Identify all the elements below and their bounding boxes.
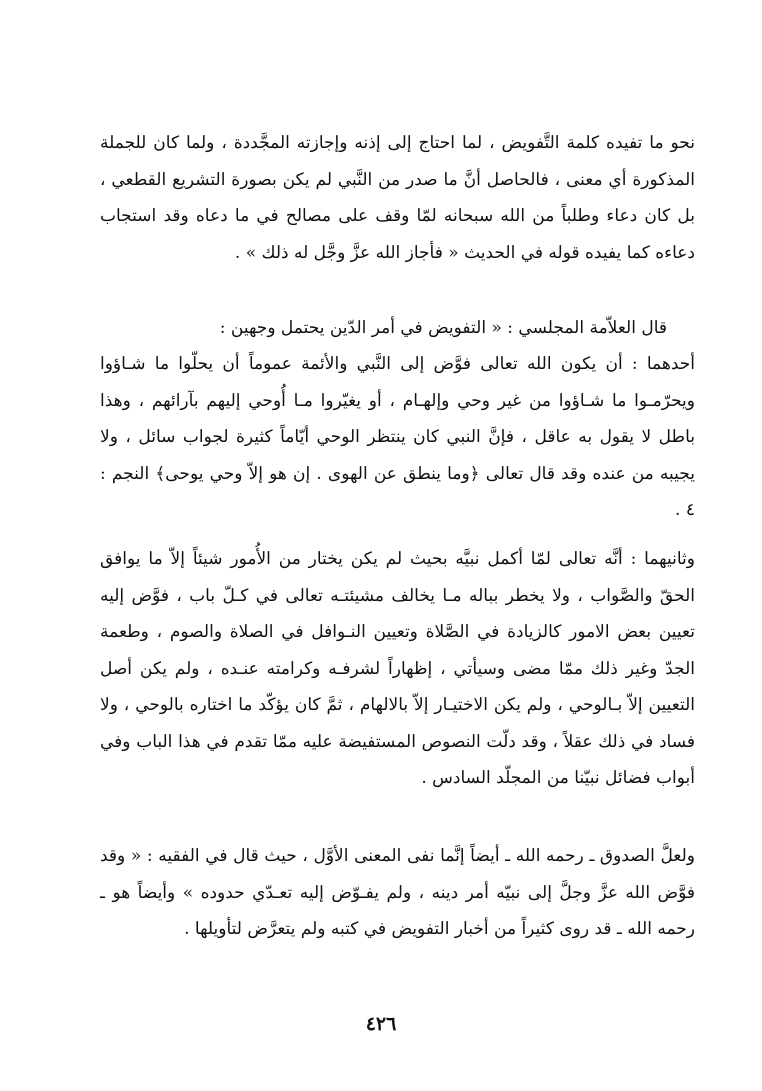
paragraph-1 (100, 125, 695, 271)
paragraph-1-text: نحو ما تفيده كلمة التَّفويض ، لما احتاج إلى إذنه وإجازته المجَّددة ، ولما كان للجملة المذكورة أي معنى ، فالحاصل أنَّ ما صدر من النَّبي لم يكن بصورة التشريع القطعي ، بل كان دعاء وطلباً من الله سبحانه لمّا وقف على مصالح في ما دعاه وقد استجاب دعاءه كما يفيده قوله في الحديث « فأجاز الله عزَّ وجَّل له ذلك » . (100, 133, 695, 263)
paragraph-2-heading (100, 310, 695, 347)
paragraph-4-text: وثانيهما : أنَّه تعالى لمّا أكمل نبيَّه بحيث لم يكن يختار من الأُمور شيئاً إلاّ ما يوافق الحقّ والصَّواب ، ولا يخطر بباله مـا يخالف مشيئتـه تعالى في كـلّ باب ، فوَّض إليه تعيين بعض الامور كالزيادة في الصَّلاة وتعيين النـوافل في الصلاة والصوم ، وطعمة الجدّ وغير ذلك ممّا مضى وسيأتي ، إظهاراً لشرفـه وكرامته عنـده ، ولم يكن أصل التعيين إلاّ بـالوحي ، ولم يكن الاختيـار إلاّ بالالهام ، ثمَّ كان يؤكّد ما اختاره بالوحي ، ولا فساد في ذلك عقلاً ، وقد دلّت النصوص المستفيضة عليه ممّا تقدم في هذا الباب وفي أبواب فضائل نبيّنا من المجلّد السادس . (100, 549, 695, 788)
paragraph-3-text: أحدهما : أن يكون الله تعالى فوَّض إلى النَّبي والأئمة عموماً أن يحلّوا ما شـاؤوا ويحرّمـوا ما شـاؤوا من غير وحي وإلهـام ، أو يغيّروا مـا أُوحي إليهم بآرائهم ، وهذا باطل لا يقول به عاقل ، فإنَّ النبي كان ينتظر الوحي أيّاماً كثيرة لجواب سائل ، ولا يجيبه من عنده وقد قال تعالى ﴿وما ينطق عن الهوى . إن هو إلاّ وحي يوحى﴾ النجم : ٤ . (100, 354, 695, 520)
paragraph-5-text: ولعلَّ الصدوق ـ رحمه الله ـ أيضاً إنَّما نفى المعنى الأوَّل ، حيث قال في الفقيه : « وقد فوَّض الله عزَّ وجلَّ إلى نبيّه أمر دينه ، ولم يفـوّض إليه تعـدّي حدوده » وأيضاً هو ـ رحمه الله ـ قد روى كثيراً من أخبار التفويض في كتبه ولم يتعرَّض لتأويلها . (100, 846, 695, 939)
paragraph-4 (100, 541, 695, 797)
paragraph-5 (100, 838, 695, 948)
paragraph-3 (100, 346, 695, 529)
paragraph-2-text: قال العلاّمة المجلسي : « التفويض في أمر الدّين يحتمل وجهين : (219, 318, 667, 338)
page-number: ٤٢٦ (365, 1013, 397, 1035)
